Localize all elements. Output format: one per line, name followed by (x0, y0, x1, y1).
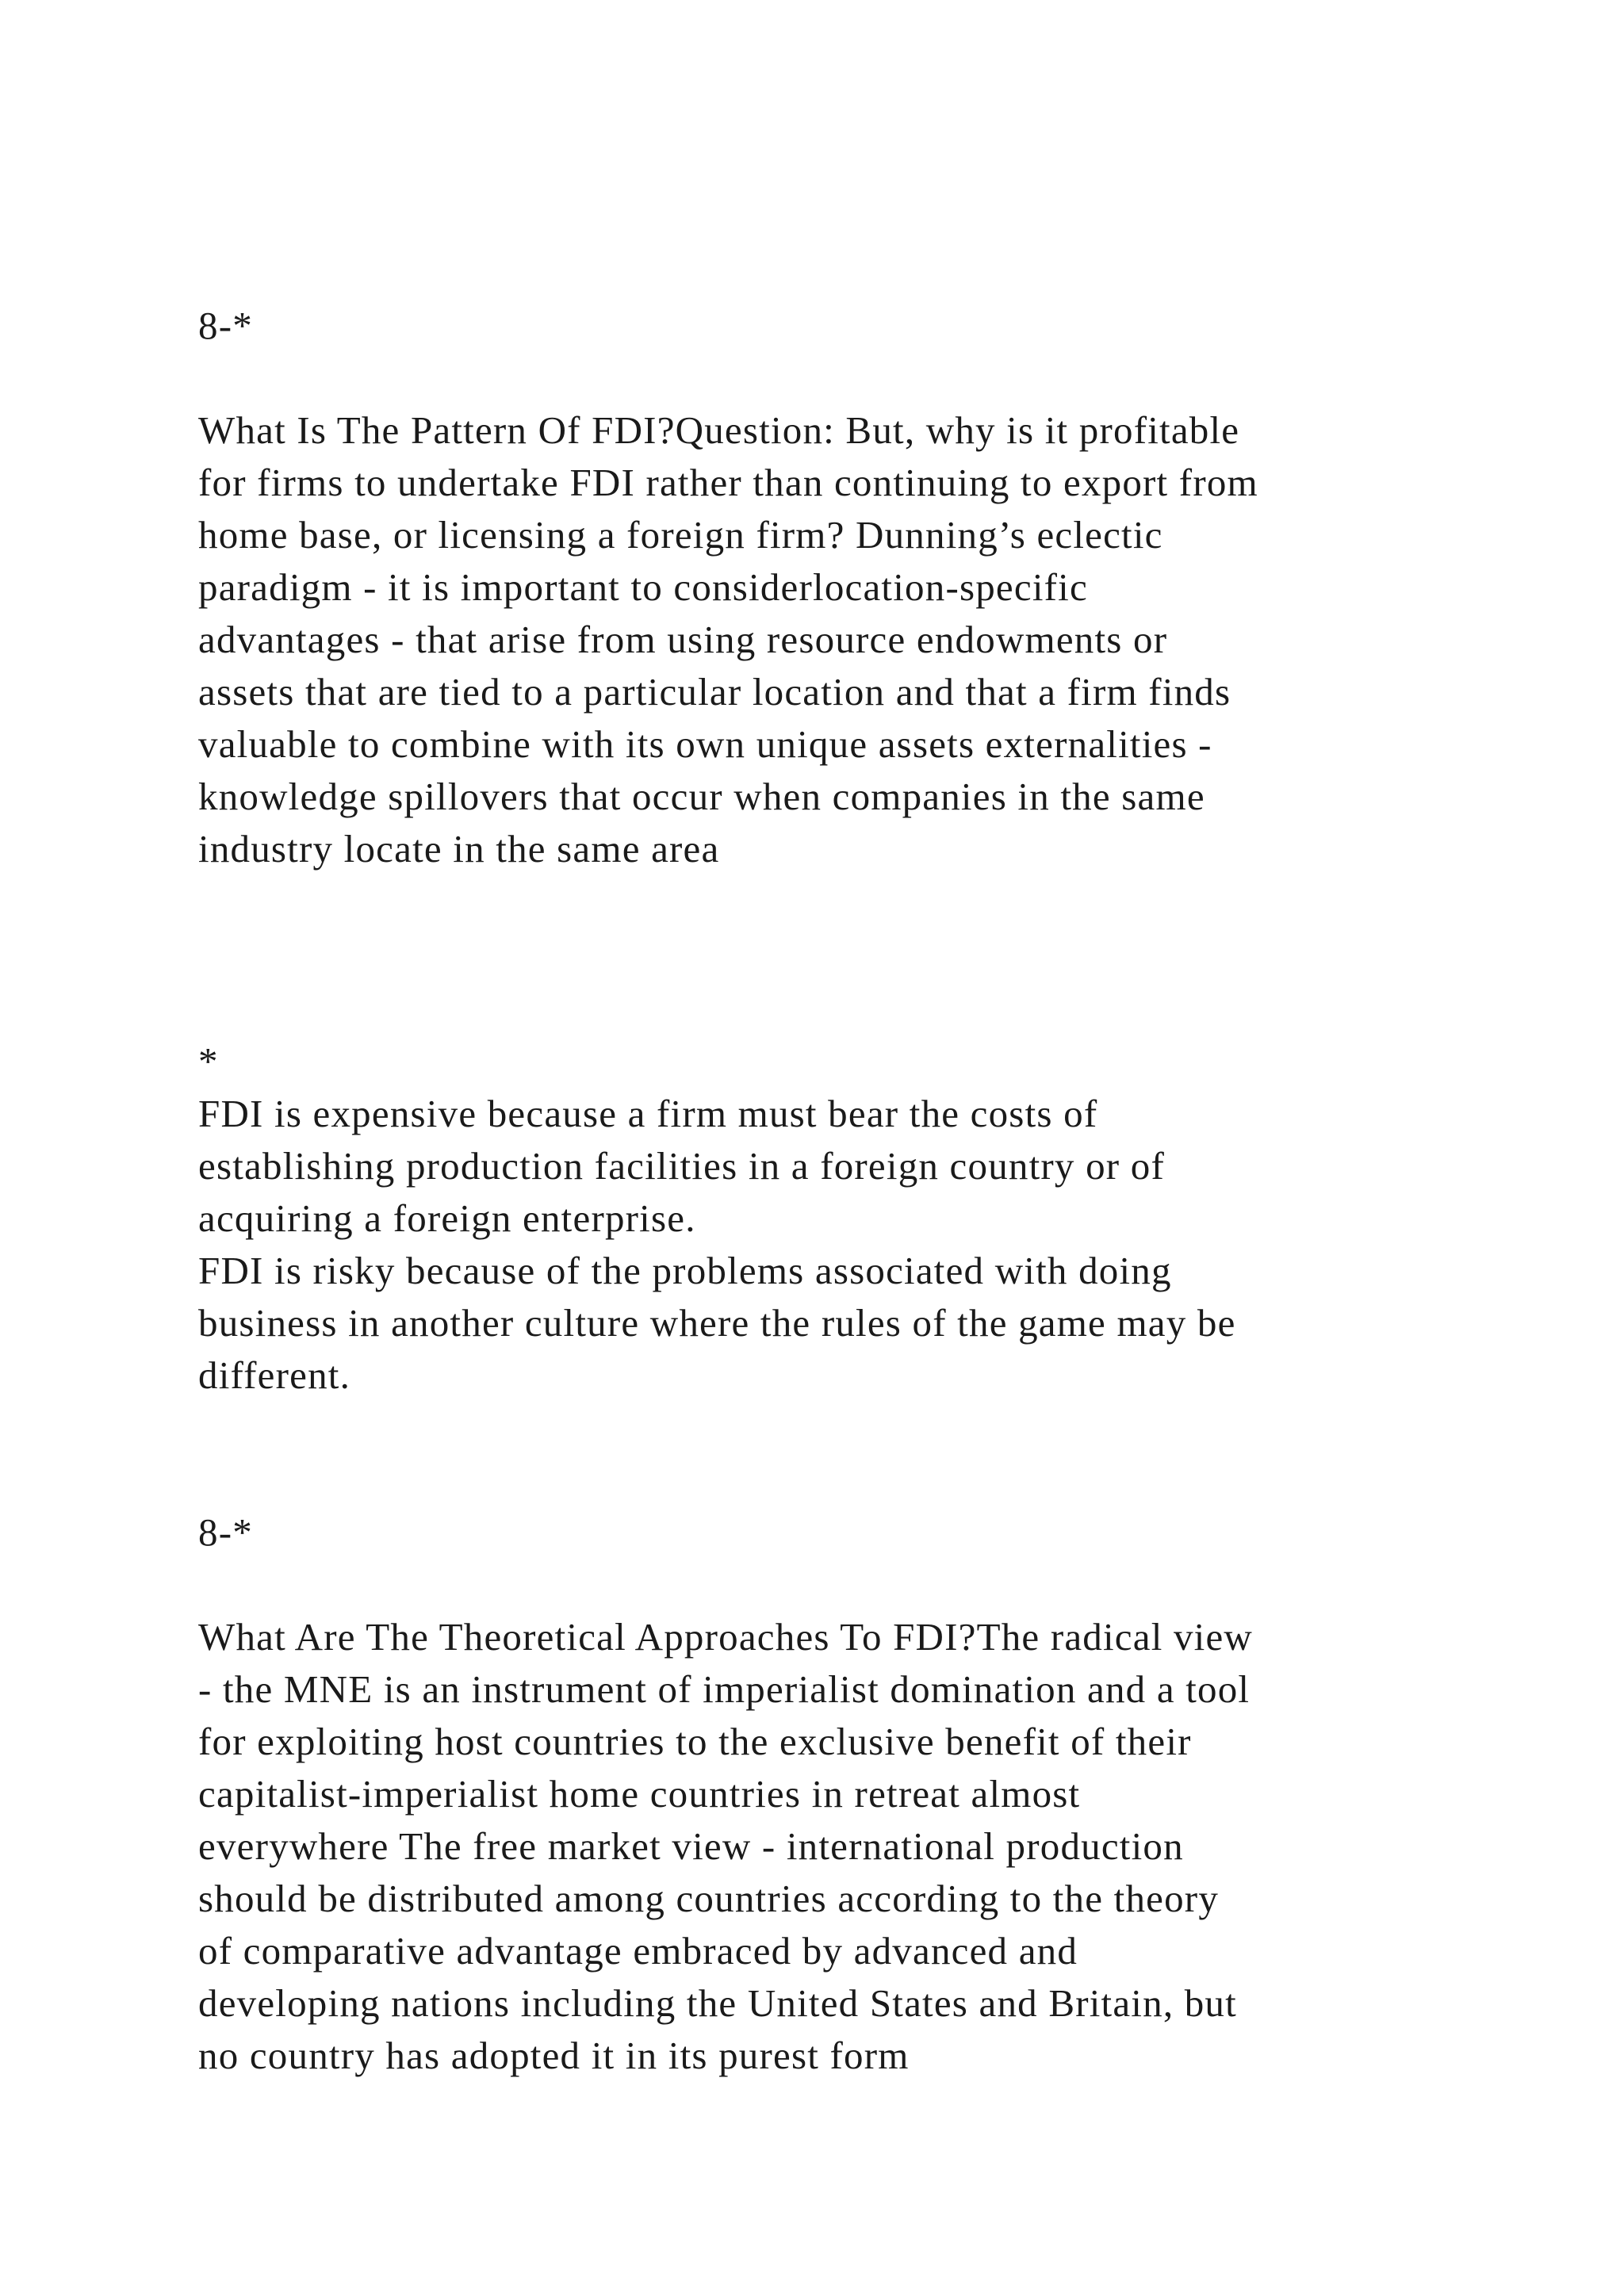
slide-marker-3: 8-* (198, 1510, 253, 1554)
paragraph-fdi-theoretical-approaches: What Are The Theoretical Approaches To FDI?The radical view - the MNE is an instrument of imperialist domination and a tool for exploiting host countries to the exclusive benefit of their capitalist-imperialist home countries in retreat almost everywhere The free market view - international production should be distributed among countries according to the theory of comparative advantage embraced by advanced and developing nations including the United States and Britain, but no country has adopted it in its purest form (198, 1615, 1254, 2077)
paragraph-fdi-cost-risk: FDI is expensive because a firm must bear the costs of establishing production facilities in a foreign country or of acquiring a foreign enterprise. FDI is risky because of the problems associated with doing business in another culture where the rules of the game may be different. (198, 1092, 1236, 1397)
paragraph-fdi-pattern: What Is The Pattern Of FDI?Question: But, why is it profitable for firms to undertake FDI rather than continuing to export from home base, or licensing a foreign firm? Dunning’s eclectic paradigm - it is important to considerlocation-specific advantages - that arise from using resource endowments or assets that are tied to a particular location and that a firm finds valuable to combine with its own unique assets externalities - knowledge spillovers that occur when companies in the same industry locate in the same area (198, 408, 1258, 871)
slide-marker-1: 8-* (198, 304, 253, 347)
slide-marker-2: * (198, 1039, 219, 1083)
